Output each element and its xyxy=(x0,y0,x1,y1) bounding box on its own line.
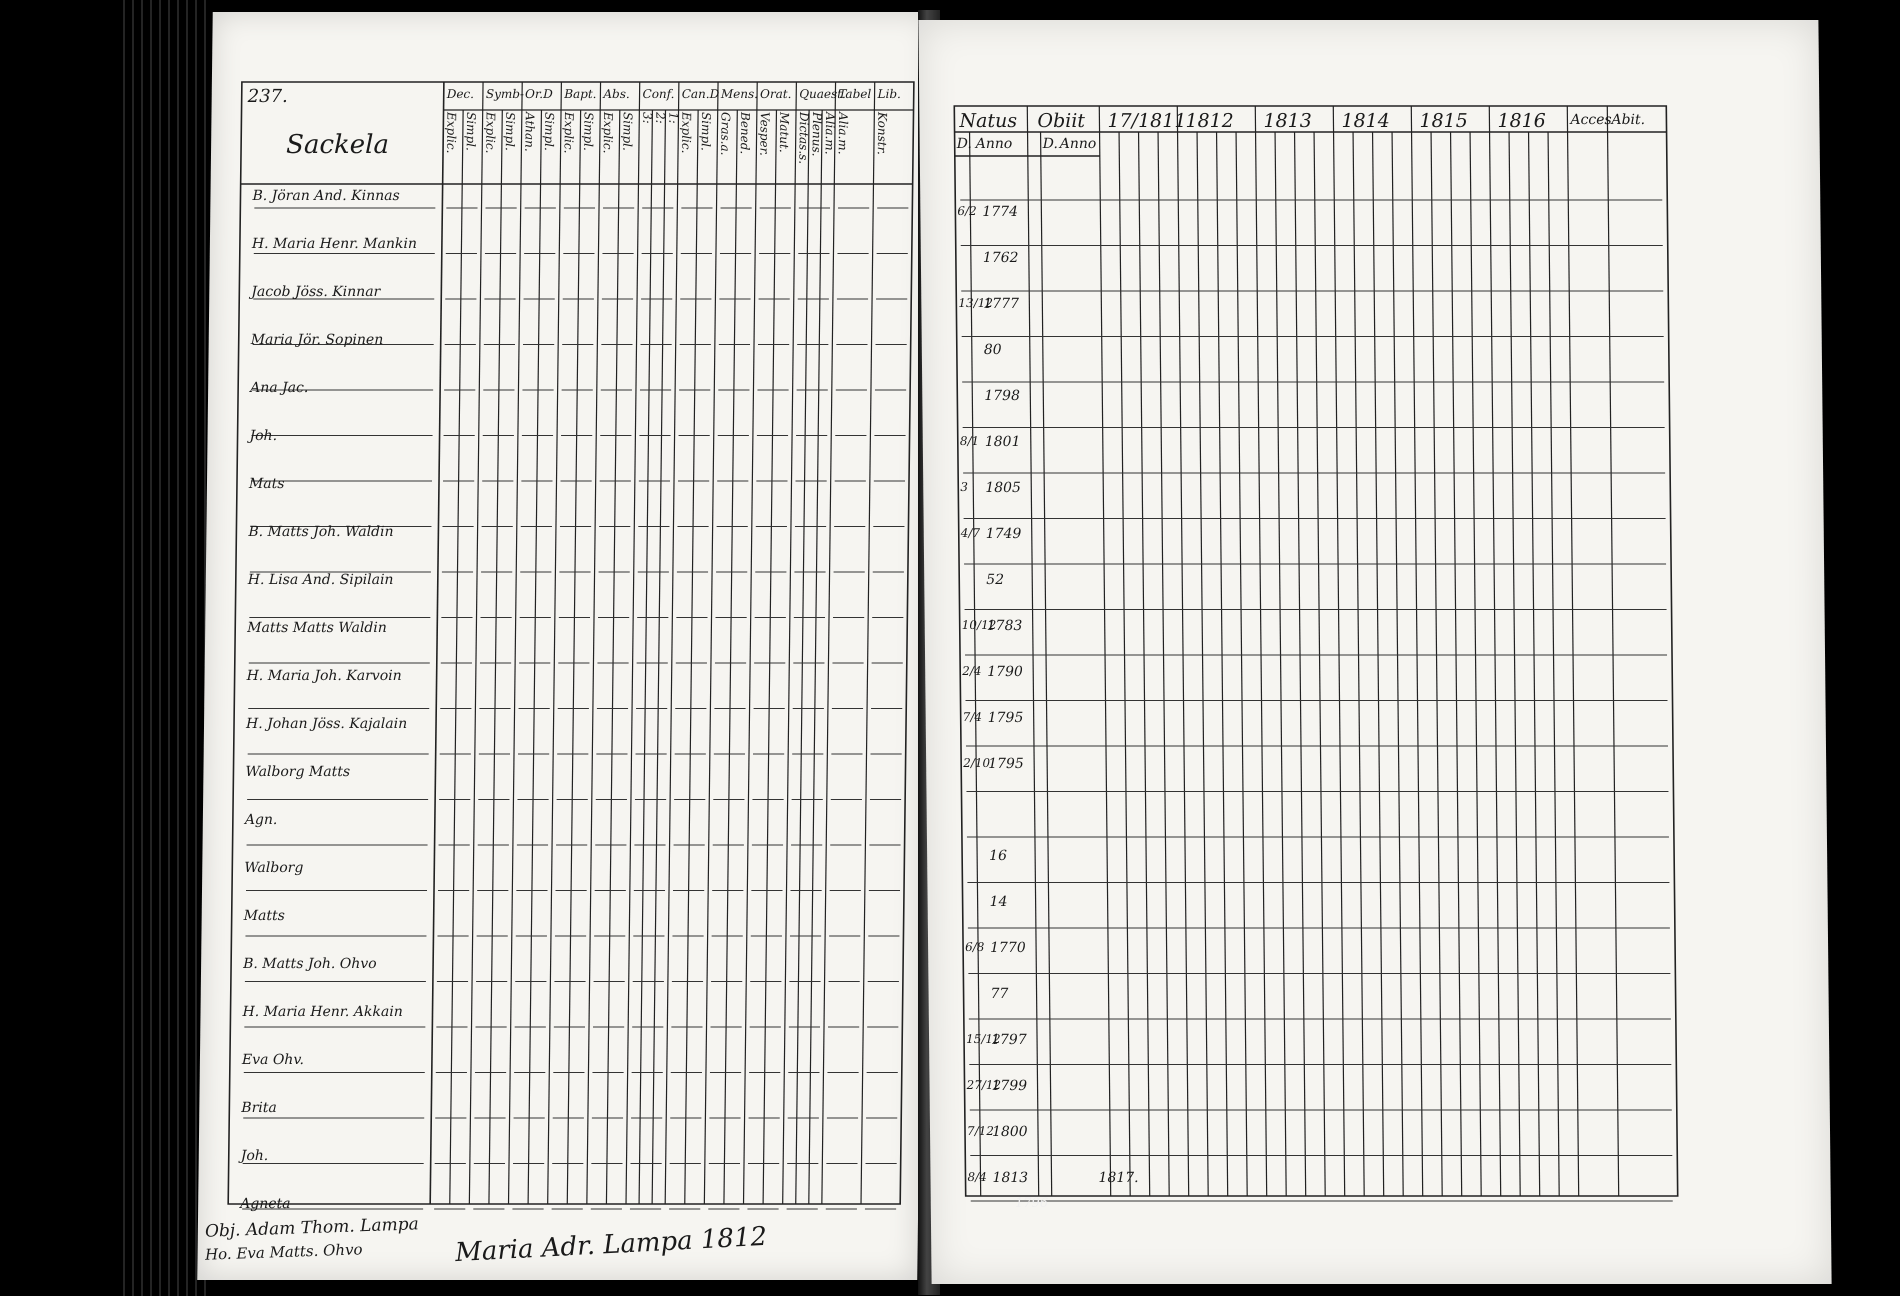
year-subdivider xyxy=(1470,132,1481,1196)
obiit-header: Obiit xyxy=(1037,110,1086,132)
left-column-subtitle: 2: xyxy=(653,112,668,124)
year-subdivider xyxy=(1236,132,1247,1196)
left-column-divider xyxy=(587,82,601,1204)
left-column-title: Tabel xyxy=(838,87,872,101)
birth-year: 1762 xyxy=(982,250,1019,266)
obiit-day-header: D. xyxy=(1042,136,1058,152)
birth-year: 1813 xyxy=(992,1170,1029,1186)
year-subdivider xyxy=(1295,132,1306,1196)
natus-anno-header: Anno xyxy=(975,136,1013,152)
year-subdivider xyxy=(1217,132,1228,1196)
year-header: 1814 xyxy=(1341,110,1390,132)
left-column-subtitle: Vesper. xyxy=(757,112,772,156)
year-subdivider xyxy=(1373,132,1384,1196)
resident-name: Agn. xyxy=(244,812,278,828)
left-column-title: Symb- xyxy=(485,87,525,101)
footer-right-note: 1796 xyxy=(1015,1196,1049,1211)
year-subdivider xyxy=(1353,132,1364,1196)
resident-name: H. Maria Joh. Karvoin xyxy=(246,668,402,684)
birth-year: 14 xyxy=(989,894,1008,910)
birth-year: 80 xyxy=(983,342,1002,358)
left-column-subtitle: Bened. xyxy=(737,112,753,155)
left-column-divider xyxy=(744,82,758,1204)
birth-year: 77 xyxy=(990,986,1009,1002)
left-column-title: Lib. xyxy=(877,87,901,101)
year-subdivider xyxy=(1158,132,1169,1196)
left-column-subtitle: Simpl. xyxy=(698,112,714,151)
left-column-title: Dec. xyxy=(446,87,475,101)
birth-day: 4/7 xyxy=(960,526,981,540)
natus-header: Natus xyxy=(959,110,1018,132)
resident-name: B. Jöran And. Kinnas xyxy=(252,188,400,204)
year-divider xyxy=(1411,106,1422,1196)
left-column-subtitle: Athan. xyxy=(522,112,537,152)
birth-day: 27/12 xyxy=(966,1078,1002,1092)
obiit-day-divider xyxy=(1041,132,1052,1196)
birth-day: 10/12 xyxy=(961,618,997,632)
resident-name: Matts xyxy=(243,908,285,924)
left-subcolumn-divider xyxy=(685,110,698,1204)
birth-year: 1800 xyxy=(991,1124,1028,1140)
left-subcolumn-divider xyxy=(652,110,668,1204)
birth-day: 2/10 xyxy=(963,756,991,770)
left-column-divider xyxy=(665,82,679,1204)
resident-name: Joh. xyxy=(249,428,278,444)
death-note: 1817. xyxy=(1098,1170,1139,1186)
year-header: 17/1811 xyxy=(1107,110,1187,132)
resident-name: Walborg Matts xyxy=(245,764,351,780)
obiit-anno-header: Anno xyxy=(1059,136,1097,152)
birth-year: 1795 xyxy=(987,710,1024,726)
left-column-subtitle: Simpl. xyxy=(541,112,557,151)
year-header: 1813 xyxy=(1263,110,1312,132)
birth-year: 1790 xyxy=(987,664,1023,680)
left-column-subtitle: Simpl. xyxy=(620,112,635,151)
obiit-divider xyxy=(1099,106,1110,1196)
left-column-subtitle: Gras.a. xyxy=(718,112,733,156)
left-subcolumn-divider xyxy=(796,110,812,1204)
resident-name: Brita xyxy=(241,1100,277,1116)
year-subdivider xyxy=(1197,132,1208,1196)
left-subcolumn-divider xyxy=(639,110,655,1204)
left-column-title: Conf. xyxy=(642,87,675,101)
resident-name: Maria Jör. Sopinen xyxy=(250,332,384,348)
birth-year: 16 xyxy=(989,848,1008,864)
left-column-subtitle: Matut. xyxy=(776,112,792,153)
resident-name: Eva Ohv. xyxy=(241,1052,305,1068)
left-column-subtitle: Explic. xyxy=(444,112,459,154)
left-column-title: Bapt. xyxy=(564,87,597,101)
resident-name: Walborg xyxy=(244,860,304,876)
left-column-divider xyxy=(509,82,523,1204)
resident-name: H. Maria Henr. Akkain xyxy=(242,1004,403,1020)
left-column-divider xyxy=(861,82,875,1204)
left-subcolumn-divider xyxy=(528,110,541,1204)
birth-year: 1805 xyxy=(985,480,1022,496)
left-column-title: Orat. xyxy=(759,87,792,101)
right-page xyxy=(918,20,1831,1284)
year-subdivider xyxy=(1509,132,1520,1196)
left-column-subtitle: Explic. xyxy=(600,112,616,154)
year-subdivider xyxy=(1119,132,1130,1196)
left-column-subtitle: Plenus. xyxy=(809,112,825,157)
book-edge xyxy=(120,0,210,1296)
left-subcolumn-divider xyxy=(567,110,580,1204)
year-header: 1815 xyxy=(1419,110,1468,132)
resident-name: Agneta xyxy=(240,1196,291,1212)
left-column-subtitle: Alia.m. xyxy=(822,112,838,155)
year-divider xyxy=(1177,106,1188,1196)
year-header: 1812 xyxy=(1185,110,1234,132)
birth-year: 1777 xyxy=(983,296,1020,312)
year-divider xyxy=(1255,106,1266,1196)
left-column-subtitle: 3: xyxy=(640,112,655,124)
resident-name: H. Lisa And. Sipilain xyxy=(247,572,394,588)
birth-day: 6/8 xyxy=(965,940,985,954)
birth-year: 1799 xyxy=(991,1078,1028,1094)
birth-year: 1795 xyxy=(988,756,1024,772)
year-subdivider xyxy=(1392,132,1403,1196)
left-column-subtitle: 1: xyxy=(666,112,681,124)
resident-name: Joh. xyxy=(240,1148,269,1164)
birth-year: 1774 xyxy=(982,204,1019,220)
left-column-subtitle: Dictas.s. xyxy=(796,112,812,165)
footer-note: Maria Adr. Lampa 1812 xyxy=(454,1221,768,1269)
left-subcolumn-divider xyxy=(724,110,737,1204)
left-column-subtitle: Explic. xyxy=(679,112,694,154)
birth-year: 1783 xyxy=(986,618,1023,634)
left-subcolumn-divider xyxy=(809,110,825,1204)
left-column-title: Can.D xyxy=(681,87,720,101)
natus-day-header: D. xyxy=(956,136,972,152)
page-number: 237. xyxy=(247,86,288,107)
left-column-subtitle: Simpl. xyxy=(502,112,518,151)
acces-header: Acces xyxy=(1570,112,1612,128)
birth-year: 52 xyxy=(986,572,1005,588)
natus-divider xyxy=(1027,106,1038,1196)
year-subdivider xyxy=(1314,132,1325,1196)
resident-name: H. Maria Henr. Mankin xyxy=(251,236,418,252)
left-column-subtitle: Explic. xyxy=(483,112,498,154)
year-subdivider xyxy=(1529,132,1540,1196)
resident-name: Mats xyxy=(248,476,285,492)
resident-name: B. Matts Joh. Ohvo xyxy=(243,956,377,972)
abit-header: Abit. xyxy=(1611,112,1646,128)
left-subcolumn-divider xyxy=(450,110,463,1204)
left-subcolumn-divider xyxy=(489,110,502,1204)
footer-left-line-1: Obj. Adam Thom. Lampa xyxy=(204,1214,420,1242)
left-page xyxy=(197,12,932,1280)
resident-name: Jacob Jöss. Kinnar xyxy=(251,284,381,300)
left-column-divider xyxy=(626,82,640,1204)
year-divider xyxy=(1567,106,1578,1196)
left-column-subtitle: Konstr. xyxy=(874,112,890,155)
left-column-divider xyxy=(469,82,483,1204)
birth-day: 8/1 xyxy=(959,434,980,448)
birth-day: 2/4 xyxy=(962,664,982,678)
left-column-subtitle: Simpl. xyxy=(581,112,596,151)
birth-year: 1798 xyxy=(984,388,1021,404)
birth-day: 15/12 xyxy=(965,1032,1001,1046)
year-header: 1816 xyxy=(1497,110,1546,132)
year-subdivider xyxy=(1548,132,1559,1196)
left-subcolumn-divider xyxy=(763,110,776,1204)
year-subdivider xyxy=(1451,132,1462,1196)
birth-year: 1797 xyxy=(990,1032,1027,1048)
year-subdivider xyxy=(1431,132,1442,1196)
left-column-title: Quaest. xyxy=(799,87,846,101)
footer-left-line-2: Ho. Eva Matts. Ohvo xyxy=(204,1240,363,1264)
resident-name: Ana Jac. xyxy=(250,380,309,396)
resident-name: H. Johan Jöss. Kajalain xyxy=(245,716,408,732)
birth-day: 8/4 xyxy=(967,1170,987,1184)
year-subdivider xyxy=(1139,132,1150,1196)
birth-day: 7/4 xyxy=(962,710,983,724)
left-column-divider xyxy=(822,82,836,1204)
left-column-subtitle: Simpl. xyxy=(463,112,479,151)
left-subcolumn-divider xyxy=(606,110,619,1204)
year-divider xyxy=(1333,106,1344,1196)
birth-day: 7/12 xyxy=(966,1124,995,1138)
acces-divider xyxy=(1607,106,1618,1196)
resident-name: Matts Matts Waldin xyxy=(247,620,387,636)
left-column-divider xyxy=(548,82,562,1204)
birth-day: 13/12 xyxy=(958,296,994,310)
right-ruling xyxy=(918,20,1831,1284)
left-column-title: Or.D xyxy=(524,87,553,101)
year-divider xyxy=(1489,106,1500,1196)
birth-year: 1749 xyxy=(985,526,1022,542)
year-subdivider xyxy=(1275,132,1286,1196)
birth-day: 3 xyxy=(960,480,968,494)
birth-year: 1801 xyxy=(984,434,1021,450)
left-column-title: Abs. xyxy=(603,87,630,101)
birth-day: 6/2 xyxy=(957,204,977,218)
left-column-subtitle: Explic. xyxy=(561,112,577,154)
farm-name: Sackela xyxy=(285,130,390,160)
birth-year: 1770 xyxy=(990,940,1026,956)
resident-name: B. Matts Joh. Waldin xyxy=(248,524,394,540)
left-column-subtitle: Alia.m. xyxy=(835,112,851,155)
left-column-title: Mens. xyxy=(720,87,759,101)
left-column-divider xyxy=(704,82,718,1204)
left-column-divider xyxy=(783,82,797,1204)
